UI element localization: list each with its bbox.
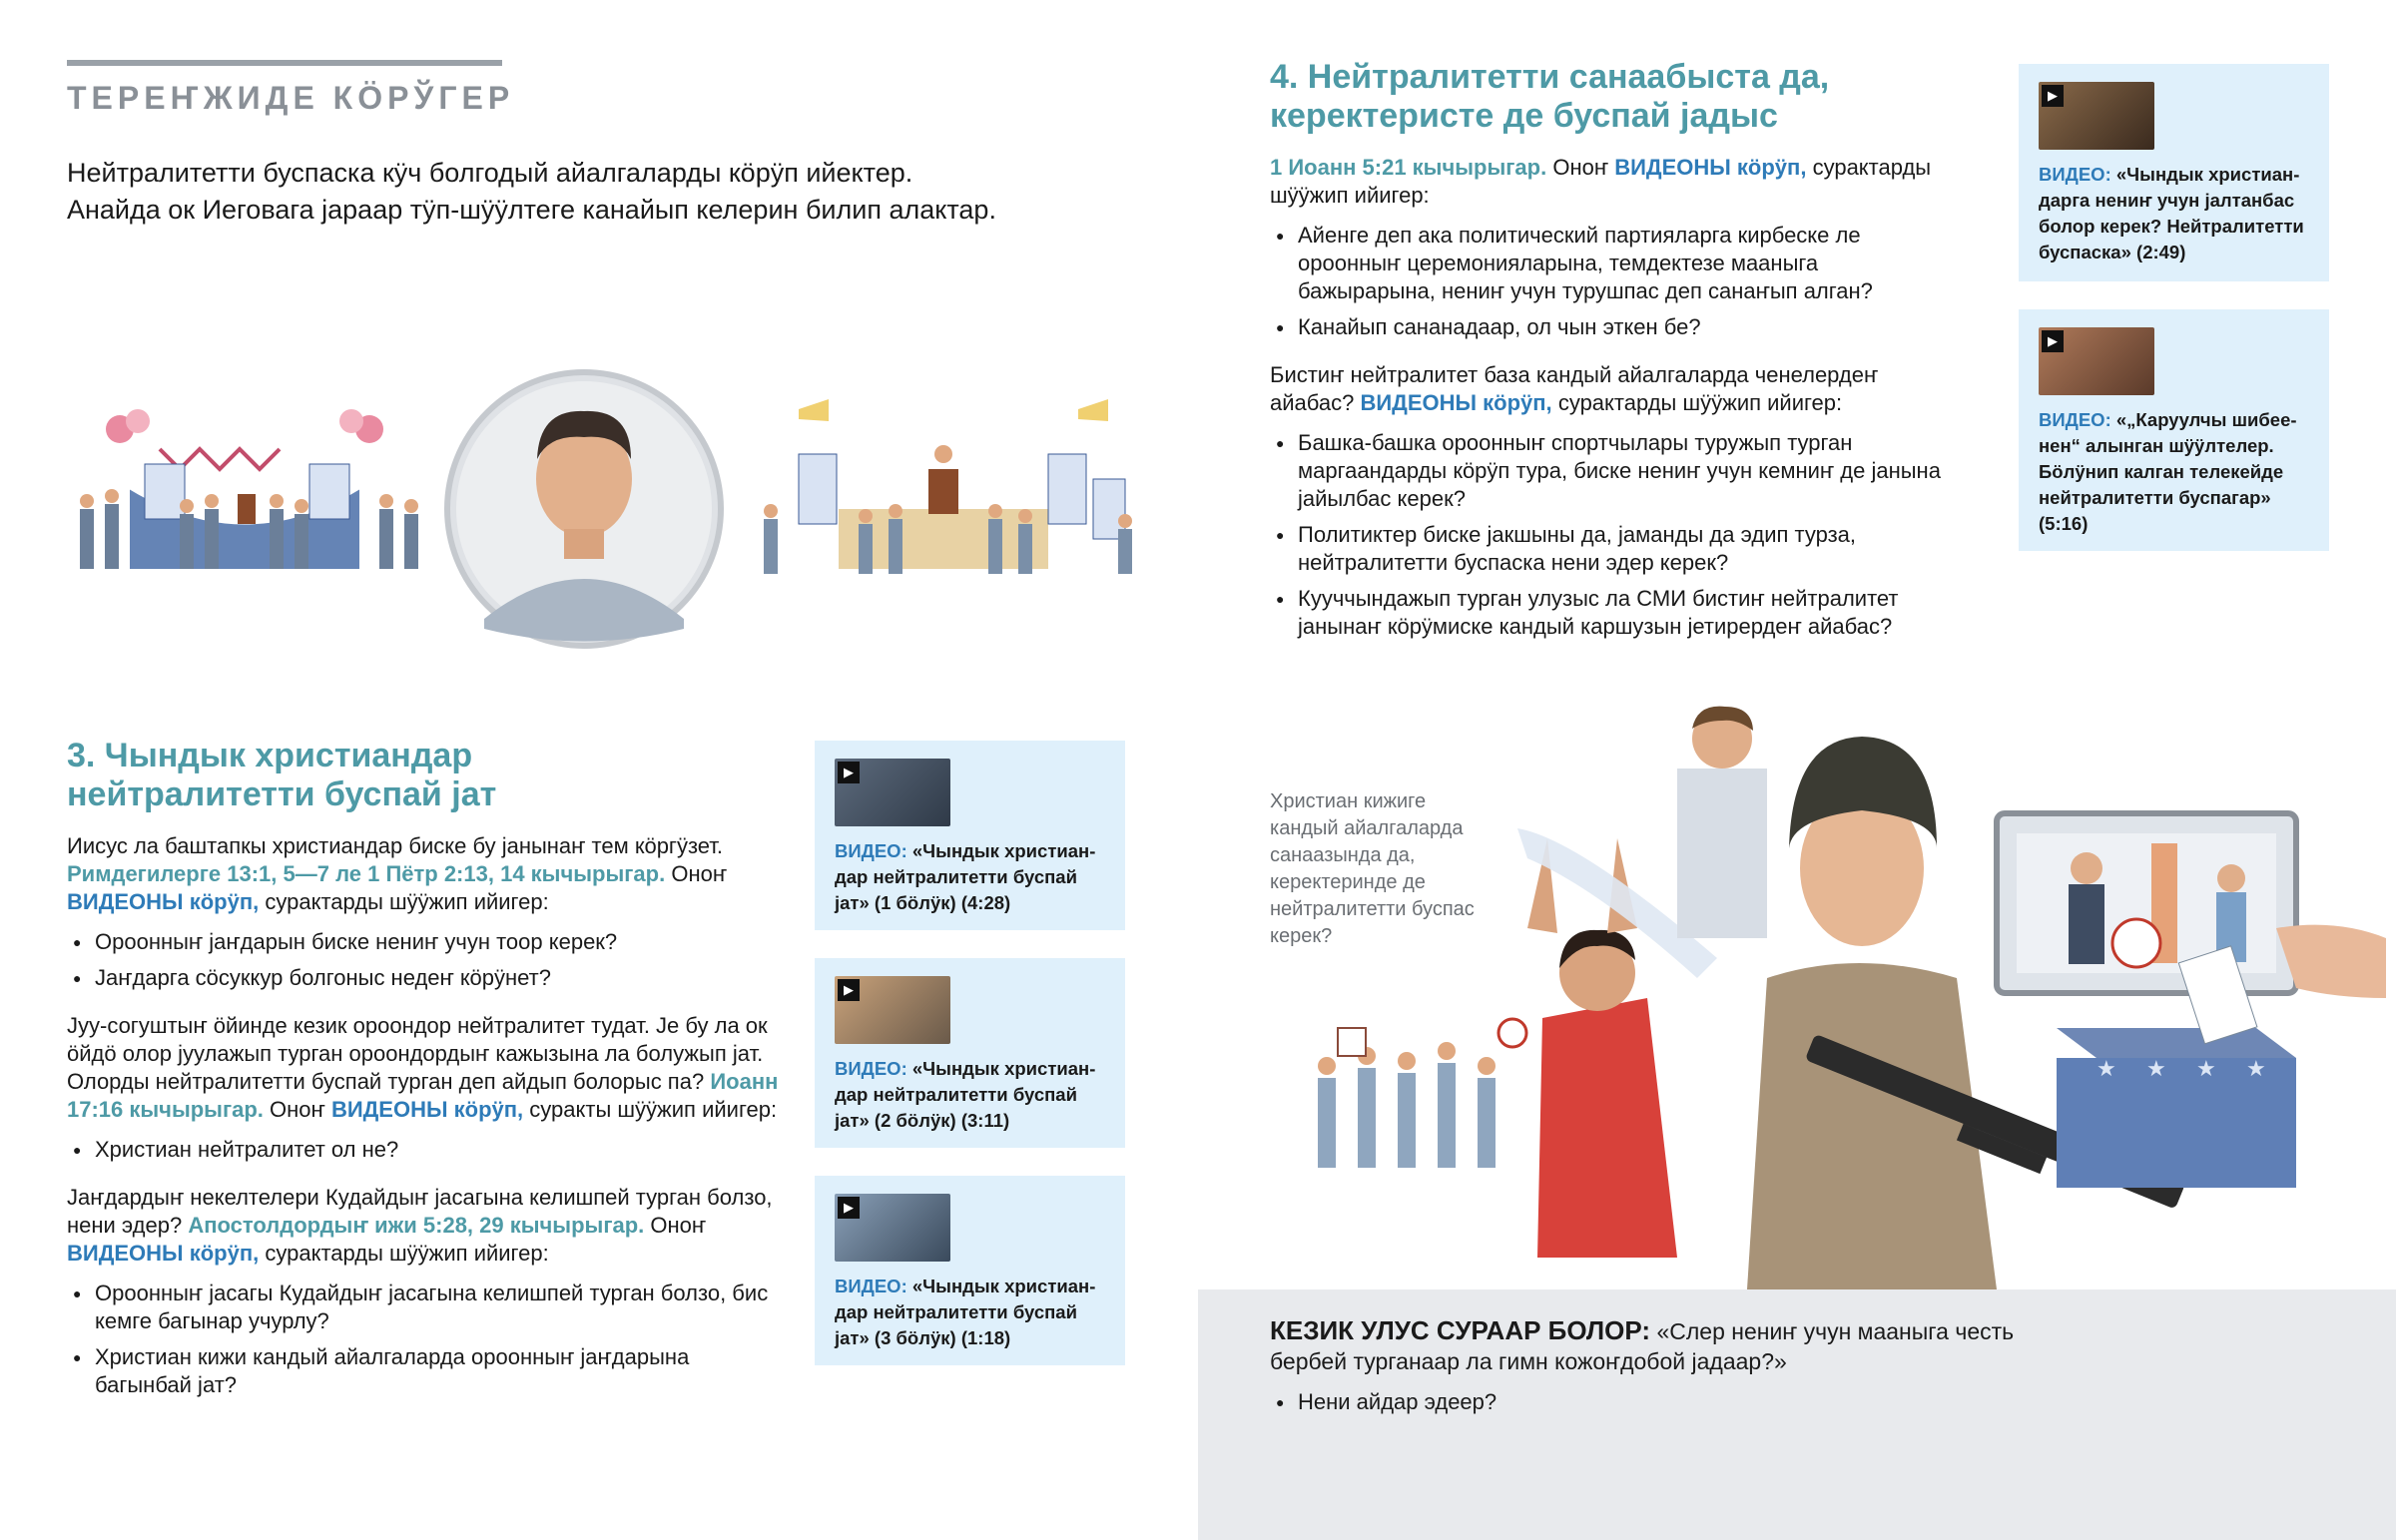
video-link[interactable]: ВИДЕОНЫ кӧрӱп, [1614,155,1807,180]
play-icon[interactable]: ▶ [2042,330,2064,352]
section-3-title-line-2: нейтралитетти буспай јат [67,775,497,813]
bottom-question-bullets [1270,1388,2069,1416]
video-box-1[interactable] [815,741,1125,930]
section-3-questions-1 [67,928,786,992]
question-item: ● Айенге деп ака политический партияларга кирбеске ле ороонныҥ церемонияларына, темдектезе мааныга бажырарына, нениҥ учун турушпас деп санаҥып алган? [1270,222,1949,305]
video-thumbnail[interactable] [835,976,950,1044]
question-item: ● Нени айдар эдеер? [1270,1388,2069,1416]
question-item: ● Канайып сананадаар, ол чын эткен бе? [1270,313,1949,341]
video-thumbnail[interactable] [835,759,950,826]
section-4-questions-1 [1270,222,1949,341]
video-link[interactable]: ВИДЕОНЫ кӧрӱп, [67,1241,260,1266]
play-icon[interactable]: ▶ [838,762,860,783]
kicker-rule [67,60,502,66]
illustration-caption: Христиан кижиге кандый айалгаларда санаазында да, керектеринде де нейтралитетти буспас керек? [1270,790,1475,947]
play-icon[interactable]: ▶ [2042,85,2064,107]
video-caption: ВИДЕО: «Чындык христиан-дарга нениҥ учун јалтанбас болор керек? Нейтралитетти буспаска» (2:49) [2039,164,2304,262]
left-rally-crowd [80,409,418,569]
scripture-ref-john[interactable]: Иоанн 17:16 кычырыгар. [67,1069,779,1122]
question-item: ● Јаҥдарга сӧсуккур болгоныс недеҥ кӧрӱнет? [67,964,786,992]
question-item: ● Ороонныҥ јаҥдарын биске нениҥ учун тоор керек? [67,928,786,956]
section-3 [67,737,786,1407]
scripture-ref-romans[interactable]: Римдегилерге 13:1, 5—7 ле 1 Пётр 2:13, 14 кычырыгар. [67,861,666,886]
section-3-title [67,737,786,814]
video-caption: ВИДЕО: «Чындык христиан-дар нейтралитетти буспай јат» (3 бӧлӱк) (1:18) [835,1276,1096,1348]
intro-line-1: Нейтралитетти буспаска кӱч болгодый айалгаларды кӧрӱп ийектер. [67,158,913,188]
svg-text:★: ★ [2096,1057,2116,1082]
protest-group [1318,1019,1526,1168]
video-thumbnail[interactable] [2039,327,2154,395]
illustration-neutrality [1298,699,2396,1289]
tv-politicians [1997,813,2296,993]
scripture-ref-1john[interactable]: 1 Иоанн 5:21 кычырыгар. [1270,155,1547,180]
video-box-4[interactable] [2019,64,2329,281]
section-4-title [1270,58,1949,136]
section-4 [1270,58,1949,649]
play-icon[interactable]: ▶ [838,979,860,1001]
video-caption: ВИДЕО: «Чындык христиан-дар нейтралитетти буспай јат» (1 бӧлӱк) (4:28) [835,840,1096,913]
question-item: ● Башка-башка ороонныҥ спортчылары туружып турган маргаандарды кӧрӱп тура, биске нениҥ учун кемниҥ де јанына јайылбас керек? [1270,429,1949,513]
question-item: ● Ороонныҥ јасагы Кудайдыҥ јасагына келишпей турган болзо, бис кемге багынар учурлу? [67,1280,786,1335]
section-4-title-line-2: керектеристе де буспай јадыс [1270,97,1778,135]
question-item: ● Политиктер биске јакшыны да, јаманды да эдип турза, нейтралитетти буспаска нени эдер керек? [1270,521,1949,577]
video-link[interactable]: ВИДЕОНЫ кӧрӱп, [1360,390,1552,415]
bottom-question [1270,1315,2069,1424]
video-box-5[interactable] [2019,309,2329,551]
bottom-question-lead: КЕЗИК УЛУС СУРААР БОЛОР: [1270,1315,1651,1345]
teen-boy [1677,707,1767,938]
section-4-paragraph-1: 1 Иоанн 5:21 кычырыгар. Оноҥ ВИДЕОНЫ кӧрӱп, сурактарды шӱӱжип ийигер: [1270,155,1932,208]
right-rally-crowd [764,399,1132,574]
video-box-3[interactable] [815,1176,1125,1365]
video-link[interactable]: ВИДЕОНЫ кӧрӱп, [67,889,260,914]
video-box-2[interactable] [815,958,1125,1148]
svg-text:★: ★ [2246,1057,2266,1082]
section-4-title-line-1: 4. Нейтралитетти санаабыста да, [1270,58,1830,96]
section-4-paragraph-2: Бистиҥ нейтралитет база кандый айалгаларда ченелердеҥ айабас? ВИДЕОНЫ кӧрӱп, сурактарды шӱӱжип ийигер: [1270,362,1879,415]
video-caption: ВИДЕО: «„Каруулчы шибее-нен“ алынган шӱӱлтелер. Бӧлӱнип калган телекейде нейтралитетти буспагар» (5:16) [2039,409,2297,534]
video-thumbnail[interactable] [835,1194,950,1262]
section-3-questions-2 [67,1136,786,1164]
illustration-rallies [60,359,1158,659]
scripture-ref-acts[interactable]: Апостолдордыҥ ижи 5:28, 29 кычырыгар. [188,1213,645,1238]
video-caption: ВИДЕО: «Чындык христиан-дар нейтралитетти буспай јат» (2 бӧлӱк) (3:11) [835,1058,1096,1131]
page-kicker: ТЕРЕҤЖИДЕ КӦРЎГЕР [67,80,515,116]
section-3-paragraph-3: Јаҥдардыҥ некелтелери Кудайдыҥ јасагына келишпей турган болзо, нени эдер? Апостолдордыҥ ижи 5:28, 29 кычырыгар. Оноҥ ВИДЕОНЫ кӧрӱп, сурактарды шӱӱжип ийигер: [67,1185,773,1266]
question-item: ● Христиан кижи кандый айалгаларда ороонныҥ јаҥдарына багынбай јат? [67,1343,786,1399]
section-3-title-line-1: 3. Чындык христиандар [67,737,473,774]
intro-text [67,155,1165,229]
video-thumbnail[interactable] [2039,82,2154,150]
svg-text:★: ★ [2196,1057,2216,1082]
svg-text:★: ★ [2146,1057,2166,1082]
section-3-paragraph-1: Иисус ла баштапкы христиандар биске бу јанынаҥ тем кӧргӱзет. Римдегилерге 13:1, 5—7 ле 1 Пётр 2:13, 14 кычырыгар. Оноҥ ВИДЕОНЫ кӧрӱп, сурактарды шӱӱжип ийигер: [67,833,728,914]
bottom-question-text [1270,1315,2069,1376]
question-item: ● Кууччындажып турган улузыс ла СМИ бистиҥ нейтралитет јанынаҥ кӧрӱмиске кандый каршузын јетирердеҥ айабас? [1270,585,1949,641]
section-3-paragraph-2: Јуу-согуштыҥ ӧйинде кезик ороондор нейтралитет тудат. Је бу ла ок ӧйдӧ олор јуулажып турган ороондордыҥ кажызына ла болужып јат. Олорды нейтралитетти буспай турган деп айдып болорыс па? Иоанн 17:16 кычырыгар. Оноҥ ВИДЕОНЫ кӧрӱп, суракты шӱӱжип ийигер: [67,1013,779,1122]
question-item: ● Христиан нейтралитет ол не? [67,1136,786,1164]
play-icon[interactable]: ▶ [838,1197,860,1219]
section-3-questions-3 [67,1280,786,1399]
intro-line-2: Анайда ок Иеговага јараар тӱп-шӱӱлтеге канайып келерин билип алактар. [67,195,996,225]
section-4-questions-2 [1270,429,1949,641]
bottom-question-quote: «Слер нениҥ учун мааныга честь бербей турганаар ла гимн кожоҥдобой јадаар?» [1270,1318,2015,1374]
portrait-medallion [447,372,721,646]
video-link[interactable]: ВИДЕОНЫ кӧрӱп, [330,1097,524,1122]
